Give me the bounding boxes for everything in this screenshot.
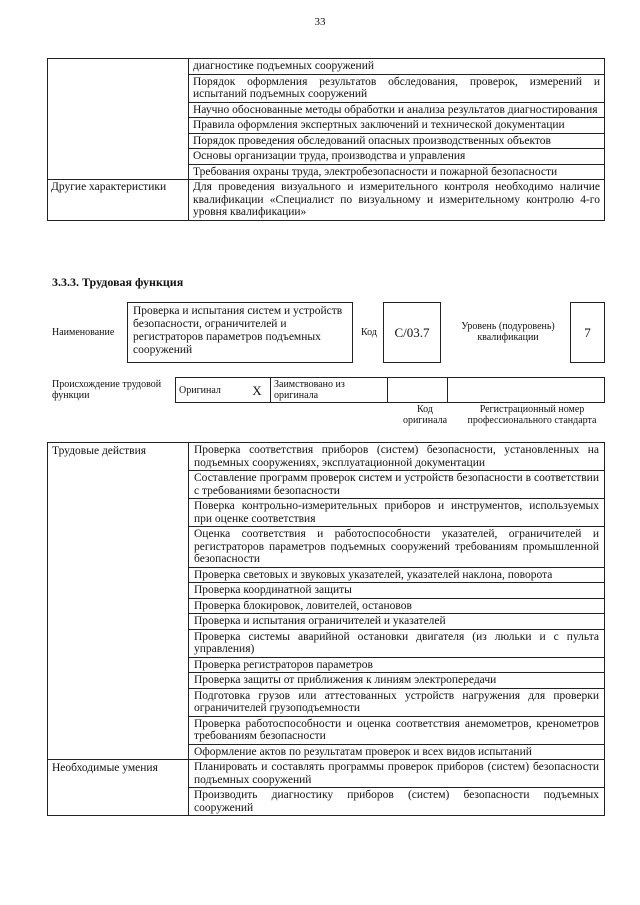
labor-action-row: Проверка соответствия приборов (систем) безопасности, установленных на подъемных сооружениях, эксплуатационной документации xyxy=(189,443,605,471)
knowledge-row: Основы организации труда, производства и управления xyxy=(189,149,605,165)
knowledge-row: Порядок оформления результатов обследования, проверок, измерений и испытаний подъемных сооружений xyxy=(189,74,605,102)
reg-number-cell xyxy=(448,378,605,403)
section-heading: 3.3.3. Трудовая функция xyxy=(52,275,184,289)
borrowed-label: Заимствовано из оригинала xyxy=(271,378,388,403)
knowledge-row: диагностике подъемных сооружений xyxy=(189,59,605,75)
labor-action-row: Проверка блокировок, ловителей, остановов xyxy=(189,598,605,614)
labor-actions-label: Трудовые действия xyxy=(48,443,189,760)
knowledge-row: Правила оформления экспертных заключений и технической документации xyxy=(189,118,605,134)
original-mark: X xyxy=(244,378,271,403)
labor-action-row: Подготовка грузов или аттестованных устройств нагружения для проверки ограничителей грузоподъемности xyxy=(189,688,605,716)
labor-action-row: Проверка защиты от приближения к линиям электропередачи xyxy=(189,673,605,689)
original-label: Оригинал xyxy=(176,378,245,403)
skill-row: Планировать и составлять программы проверок приборов (систем) безопасности подъемных сооружений xyxy=(189,760,605,788)
knowledge-row: Требования охраны труда, электробезопасности и пожарной безопасности xyxy=(189,164,605,180)
skills-label: Необходимые умения xyxy=(48,760,189,816)
original-code-cell xyxy=(388,378,448,403)
name-label: Наименование xyxy=(52,327,115,338)
labor-action-row: Проверка координатной защиты xyxy=(189,583,605,599)
labor-action-row: Составление программ проверок систем и устройств безопасности в соответствии с требованиями безопасности xyxy=(189,471,605,499)
level-value-box: 7 xyxy=(570,302,605,363)
labor-table xyxy=(47,442,605,816)
labor-action-row: Проверка системы аварийной остановки двигателя (из люльки и с пульта управления) xyxy=(189,629,605,657)
labor-action-row: Поверка контрольно-измерительных приборов и инструментов, используемых при оценке соответствия xyxy=(189,499,605,527)
knowledge-table xyxy=(47,58,605,221)
other-characteristics-label: Другие характеристики xyxy=(48,180,189,221)
skill-row: Производить диагностику приборов (систем) безопасности подъемных сооружений xyxy=(189,788,605,816)
other-characteristics-text: Для проведения визуального и измерительного контроля необходимо наличие квалификации «Специалист по визуальному и измерительному контролю 4-го уровня квалификации» xyxy=(189,180,605,221)
labor-action-row: Проверка и испытания ограничителей и указателей xyxy=(189,614,605,630)
origin-table xyxy=(175,377,605,403)
code-label: Код xyxy=(361,327,377,338)
reg-number-label: Регистрационный номер профессионального стандарта xyxy=(467,404,597,426)
code-original-label: Код оригинала xyxy=(402,404,448,426)
labor-action-row: Проверка световых и звуковых указателей, указателей наклона, поворота xyxy=(189,567,605,583)
page-number: 33 xyxy=(314,16,326,28)
labor-action-row: Оценка соответствия и работоспособности указателей, ограничителей и регистраторов параметров подъемных сооружений требованиям промышленной безопасности xyxy=(189,527,605,568)
function-name-box: Проверка и испытания систем и устройств безопасности, ограничителей и регистраторов параметров подъемных сооружений xyxy=(127,302,353,363)
level-label: Уровень (подуровень) квалификации xyxy=(461,321,555,343)
labor-action-row: Проверка регистраторов параметров xyxy=(189,657,605,673)
labor-action-row: Проверка работоспособности и оценка соответствия анемометров, кренометров требованиям безопасности xyxy=(189,716,605,744)
knowledge-row: Порядок проведения обследований опасных производственных объектов xyxy=(189,133,605,149)
knowledge-label-cell xyxy=(48,59,189,180)
knowledge-row: Научно обоснованные методы обработки и анализа результатов диагностирования xyxy=(189,102,605,118)
origin-label: Происхождение трудовой функции xyxy=(52,379,162,401)
function-code-box: C/03.7 xyxy=(383,302,441,363)
labor-action-row: Оформление актов по результатам проверок и всех видов испытаний xyxy=(189,744,605,760)
